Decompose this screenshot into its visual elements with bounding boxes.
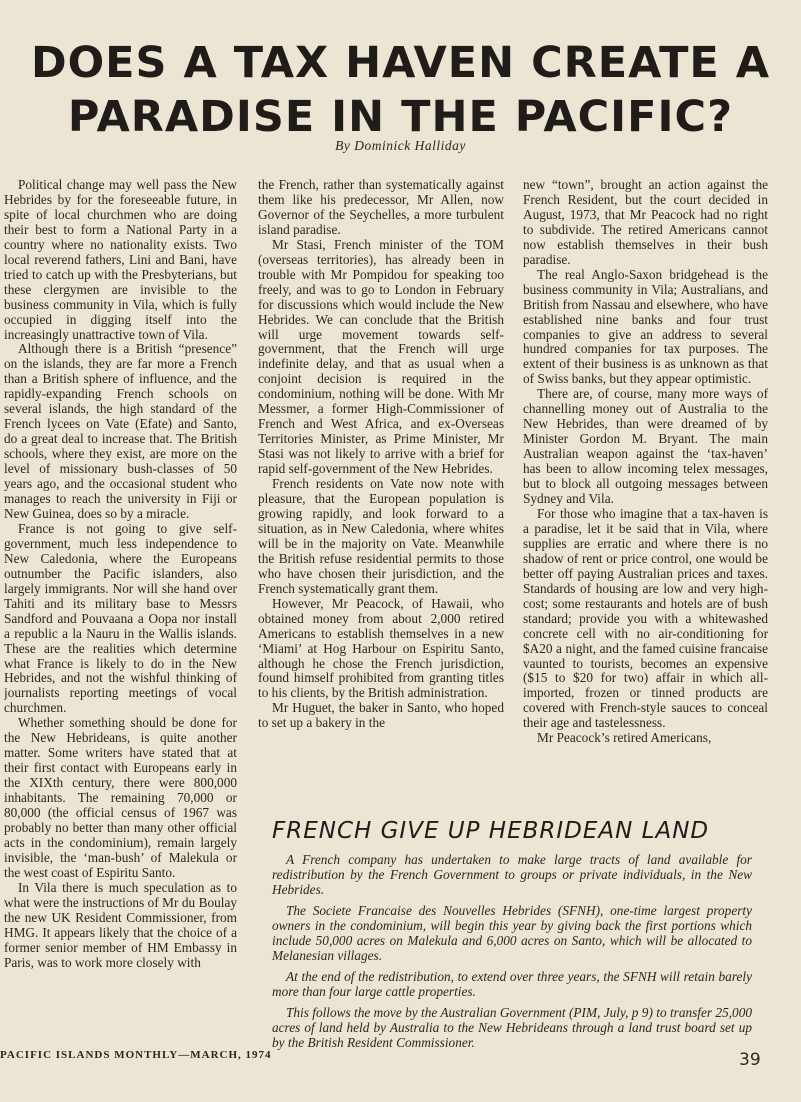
page-footer: PACIFIC ISLANDS MONTHLY—MARCH, 1974 (0, 1049, 272, 1061)
paragraph: Although there is a British “presence” on the islands, they are far more a French than a British sphere of influence, and the rapidly-expanding French schools on several islands, the high standard of the French lycees on Vate (Efate) and Santo, do a great deal to increase that. The British schools, where they exist, are more on the level of missionary bush-classes of 50 years ago, and the occasional student who manages to reach the university in Fiji or New Guinea, does so by a miracle. (4, 341, 237, 521)
paragraph: France is not going to give self-government, much less independence to New Caledonia, where the Europeans outnumber the Pacific islanders, also largely immigrants. Nor will she hand over Tahiti and its military base to Messrs Sandford and Pouvaana a Oopa nor install a republic a la Nauru in the Wallis islands. These are the realities which determine what France is likely to do in the New Hebrides, and not the wishful thinking of journalists reporting meetings of vocal churchmen. (4, 520, 237, 716)
paragraph: Political change may well pass the New Hebrides by for the foreseeable future, in spite of local churchmen who are doing their best to form a National Party in a country where no nationality exists. Two local reverend fathers, Lini and Bani, have tried to catch up with the Presbyterians, but these clergymen are invisible to the business community in Vila, which is fully occupied in digging itself into the increasingly unattractive town of Vila. (4, 178, 237, 342)
article-column-1 (4, 178, 237, 1038)
article-byline: By Dominick Halliday (335, 138, 466, 153)
paragraph: the French, rather than systematically against them like his predecessor, Mr Allen, now Governor of the Seychelles, a more turbulent island paradise. (258, 178, 504, 237)
sidebar-paragraph: At the end of the redistribution, to extend over three years, the SFNH will retain barely more than four large cattle properties. (272, 969, 752, 999)
paragraph: French residents on Vate now note with pleasure, that the European population is growing rapidly, and look forward to a situation, as in New Caledonia, where whites will be in the majority on Vate. Meanwhile the British refuse residential permits to those who have chosen their jurisdiction, and the French systematically grant them. (258, 476, 504, 596)
paragraph: The real Anglo-Saxon bridgehead is the business community in Vila; Australians, and British from Nassau and elsewhere, who have established nine banks and four trust companies to give an address to several hundred companies for tax purposes. The extent of their business is as unknown as that of Swiss banks, but they appear optimistic. (523, 266, 768, 387)
paragraph: In Vila there is much speculation as to what were the instructions of Mr du Boulay the new UK Resident Commissioner, from HMG. It appears likely that the choice of a former senior member of HM Embassy in Paris, was to work more closely with (4, 879, 237, 970)
sidebar-headline: FRENCH GIVE UP HEBRIDEAN LAND (272, 818, 710, 844)
article-headline: DOES A TAX HAVEN CREATE A PARADISE IN THE PACIFIC? (30, 38, 771, 142)
paragraph: new “town”, brought an action against the French Resident, but the court decided in August, 1973, that Mr Peacock had no right to subdivide. The retired Americans cannot now establish themselves in their bush paradise. (523, 178, 768, 267)
paragraph: Mr Stasi, French minister of the TOM (overseas territories), has already been in trouble with Mr Pompidou for speaking too freely, and was to go to London in February for discussions which would include the New Hebrides. We can conclude that the British will urge movement towards self-government, that the French will urge indefinite delay, and that as usual when a conjoint decision is required in the condominium, nothing will be done. With Mr Messmer, a former High-Commissioner of French and West Africa, and ex-Overseas Territories Minister, as Prime Minister, Mr Stasi was not likely to arrive with a brief for rapid self-government of the New Hebrides. (258, 236, 504, 477)
sidebar-paragraph: This follows the move by the Australian Government (PIM, July, p 9) to transfer 25,000 acres of land held by Australia to the New Hebrideans through a land trust board set up by the British Resident Commissioner. (272, 1005, 752, 1050)
paragraph: However, Mr Peacock, of Hawaii, who obtained money from about 2,000 retired Americans to establish themselves in a new ‘Miami’ at Hog Harbour on Espiritu Santo, although he chose the French jurisdiction, found himself prohibited from granting titles to his clients, by the British administration. (258, 595, 504, 701)
paragraph: Mr Peacock’s retired Americans, (537, 730, 712, 746)
sidebar-story (272, 852, 752, 1056)
paragraph: For those who imagine that a tax-haven is a paradise, let it be said that in Vila, where supplies are erratic and where there is no shadow of rent or price control, one would be better off paying Australian prices and taxes. Standards of housing are low and very high-cost; some restaurants and hotels are of bush standard; provide you with a whitewashed concrete cell with no air-conditioning for $A20 a night, and the famed cuisine francaise vaunted to tourists, becomes an expensive ($15 to $20 for two) affair in which all-imported, frozen or tinned products are covered with French-style sauces to conceal their age and tastelessness. (523, 505, 768, 731)
sidebar-paragraph: The Societe Francaise des Nouvelles Hebrides (SFNH), one-time largest property owners in the condominium, will begin this year by giving back the first portions which include 50,000 acres on Malekula and 6,000 acres on Santo, which will be allocated to Melanesian villages. (272, 903, 752, 963)
sidebar-paragraph: A French company has undertaken to make large tracts of land available for redistribution by the French Government to groups or private individuals, in the New Hebrides. (272, 852, 752, 897)
article-column-3 (523, 178, 768, 790)
paragraph: Mr Huguet, the baker in Santo, who hoped to set up a bakery in the (258, 700, 504, 731)
paragraph: There are, of course, many more ways of channelling money out of Australia to the New Hebrides, than were dreamed of by Minister Gordon M. Bryant. The main Australian weapon against the ‘tax-haven’ has been to allow incoming telex messages, but to block all outgoing messages between Sydney and Vila. (523, 386, 768, 507)
paragraph: Whether something should be done for the New Hebrideans, is quite another matter. Some writers have stated that at their first contact with Europeans early in the XIXth century, there were 800,000 inhabitants. The remaining 70,000 or 80,000 (the official census of 1967 was probably no better than many other official acts in the condominium), remain largely invisible, the ‘man-bush’ of Malekula or the west coast of Espiritu Santo. (4, 715, 237, 880)
article-column-2 (258, 178, 504, 790)
page-number: 39 (739, 1050, 761, 1070)
